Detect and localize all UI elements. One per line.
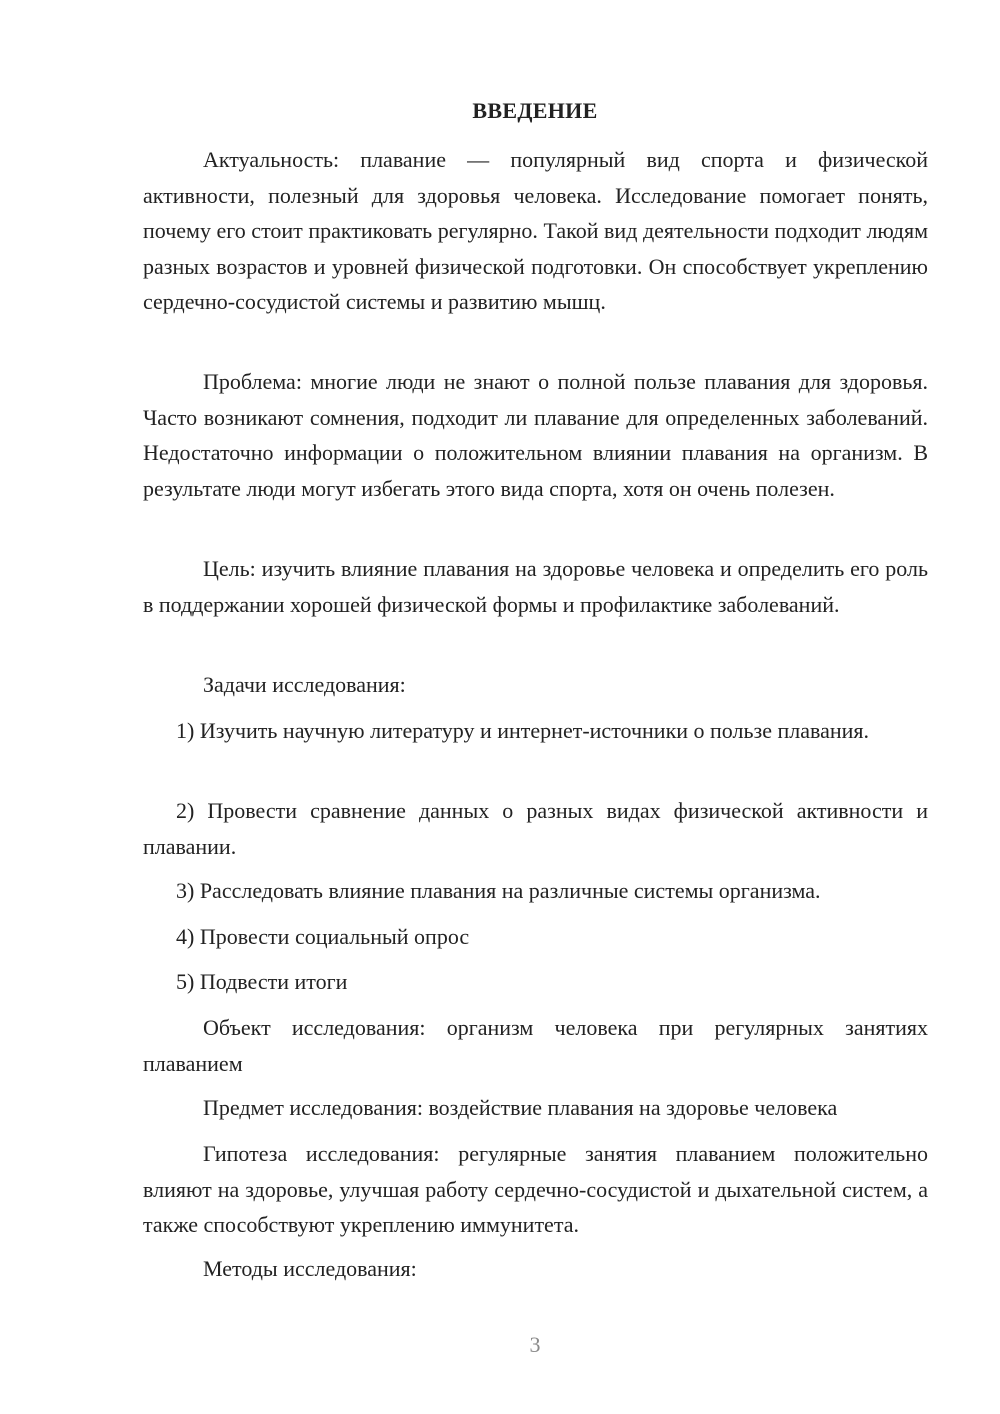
task-item-1: 1) Изучить научную литературу и интернет-источники о пользе плавания. <box>176 718 870 743</box>
object-paragraph: Объект исследования: организм человека при регулярных занятиях плаванием <box>143 1015 928 1076</box>
task-item-4: 4) Провести социальный опрос <box>176 924 470 949</box>
section-title: ВВЕДЕНИЕ <box>472 98 598 123</box>
task-item-5: 5) Подвести итоги <box>176 969 348 994</box>
task-item-2: 2) Провести сравнение данных о разных видах физической активности и плавании. <box>143 798 928 859</box>
subject-paragraph: Предмет исследования: воздействие плавания на здоровье человека <box>203 1095 838 1120</box>
page-number: 3 <box>529 1332 541 1357</box>
problem-paragraph: Проблема: многие люди не знают о полной пользе плавания для здоровья. Часто возникают сомнения, подходит ли плавание для определенных заболеваний. Недостаточно информации о положительном влиянии плавания на организм. В результате люди могут избегать этого вида спорта, хотя он очень полезен. <box>143 369 928 501</box>
tasks-heading: Задачи исследования: <box>203 672 406 697</box>
hypothesis-paragraph: Гипотеза исследования: регулярные занятия плаванием положительно влияют на здоровье, улучшая работу сердечно-сосудистой и дыхательной систем, а также способствуют укреплению иммунитета. <box>143 1141 928 1237</box>
methods-heading: Методы исследования: <box>203 1256 417 1281</box>
relevance-paragraph: Актуальность: плавание — популярный вид спорта и физической активности, полезный для здоровья человека. Исследование помогает понять, почему его стоит практиковать регулярно. Такой вид деятельности подходит людям разных возрастов и уровней физической подготовки. Он способствует укреплению сердечно-сосудистой системы и развитию мышц. <box>143 147 928 314</box>
task-item-3: 3) Расследовать влияние плавания на различные системы организма. <box>176 878 821 903</box>
goal-paragraph: Цель: изучить влияние плавания на здоровье человека и определить его роль в поддержании хорошей физической формы и профилактике заболеваний. <box>143 556 928 617</box>
